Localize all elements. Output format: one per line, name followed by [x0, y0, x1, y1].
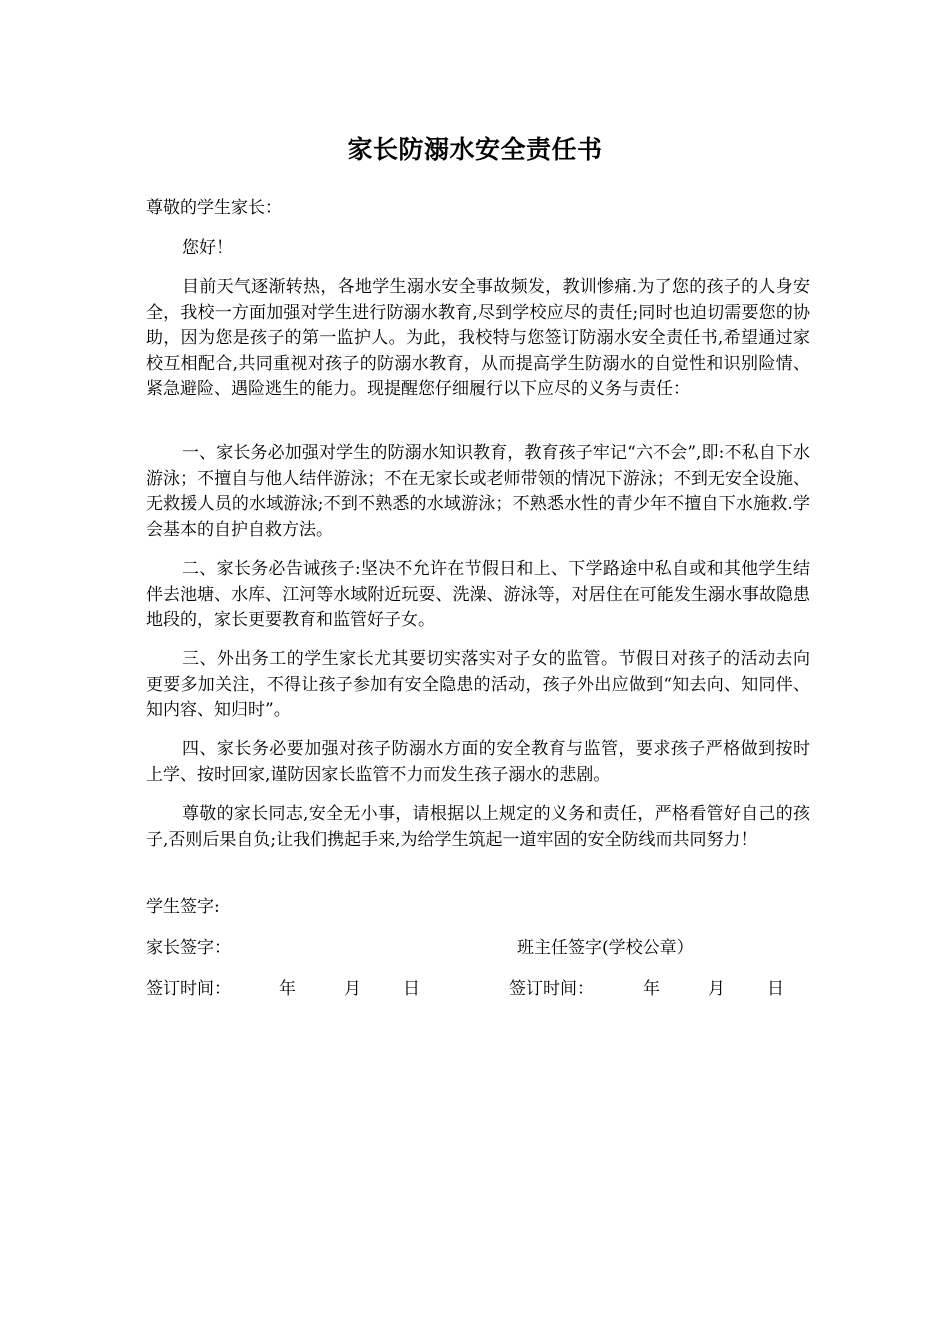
paragraph-item-3: 三、外出务工的学生家长尤其要切实落实对子女的监管。节假日对孩子的活动去向更要多加关注，不得让孩子参加有安全隐患的活动，孩子外出应做到“知去向、知同伴、知内容、知归时”。 [146, 649, 810, 720]
paragraph-item-1: 一、家长务必加强对学生的防溺水知识教育，教育孩子牢记“六不会”,即:不私自下水游泳；不擅自与他人结伴游泳；不在无家长或老师带领的情况下游泳；不到无安全设施、无救援人员的水域游泳;不到不熟悉的水域游泳；不熟悉水性的青少年不擅自下水施救.学会基本的自护自救方法。 [146, 443, 810, 540]
day-label-left: 日 [403, 979, 420, 999]
student-signature-label: 学生签字: [146, 897, 220, 917]
month-label-left: 月 [344, 979, 361, 999]
paragraph-intro: 目前天气逐渐转热，各地学生溺水安全事故频发，教训惨痛.为了您的孩子的人身安全，我校一方面加强对学生进行防溺水教育,尽到学校应尽的责任;同时也迫切需要您的协助，因为您是孩子的第一监护人。为此，我校特与您签订防溺水安全责任书,希望通过家校互相配合,共同重视对孩子的防溺水教育，从而提高学生防溺水的自觉性和识别险情、紧急避险、遇险逃生的能力。现提醒您仔细履行以下应尽的义务与责任： [146, 277, 810, 399]
paragraph-closing: 尊敬的家长同志,安全无小事，请根据以上规定的义务和责任，严格看管好自己的孩子,否则后果自负;让我们携起手来,为给学生筑起一道牢固的安全防线而共同努力！ [146, 804, 810, 850]
parent-signature-label: 家长签字： [146, 938, 231, 958]
hello-text: 您好！ [182, 238, 233, 258]
paragraph-item-4: 四、家长务必要加强对孩子防溺水方面的安全教育与监管，要求孩子严格做到按时上学、按时回家,谨防因家长监管不力而发生孩子溺水的悲剧。 [146, 739, 810, 785]
day-label-right: 日 [767, 979, 784, 999]
year-label-left: 年 [279, 979, 296, 999]
month-label-right: 月 [708, 979, 725, 999]
date-label-left: 签订时间： [146, 979, 231, 999]
teacher-signature-label: 班主任签字(学校公章） [517, 938, 694, 958]
greeting: 尊敬的学生家长： [146, 198, 282, 218]
year-label-right: 年 [643, 979, 660, 999]
document-title: 家长防溺水安全责任书 [347, 135, 603, 164]
paragraph-item-2: 二、家长务必告诫孩子:坚决不允许在节假日和上、下学路途中私自或和其他学生结伴去池塘、水库、江河等水域附近玩耍、洗澡、游泳等，对居住在可能发生溺水事故隐患地段的，家长更要教育和监管好子女。 [146, 559, 810, 630]
date-label-right: 签订时间： [509, 979, 594, 999]
